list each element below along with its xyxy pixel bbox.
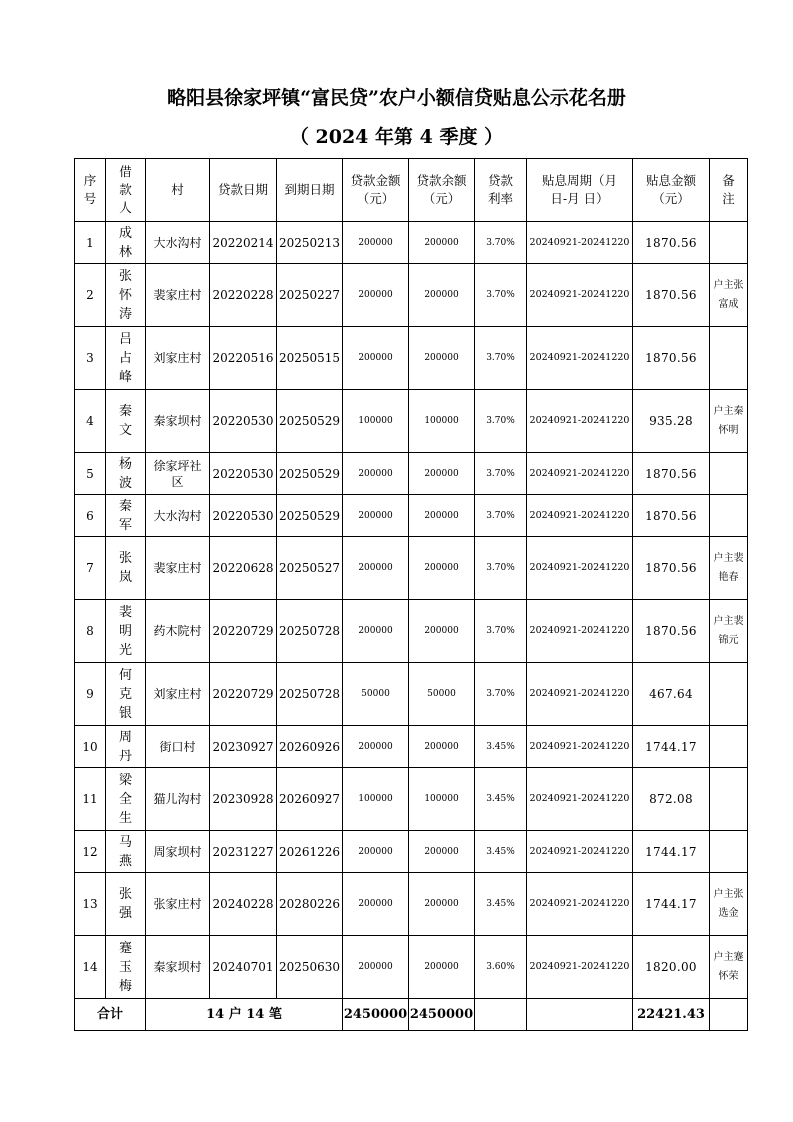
total-period-empty xyxy=(527,999,633,1031)
loan-date: 20220530 xyxy=(210,390,277,453)
row-no: 11 xyxy=(75,768,106,831)
loan-amount: 200000 xyxy=(343,453,409,495)
due-date: 20250529 xyxy=(277,453,343,495)
loan-amount: 200000 xyxy=(343,495,409,537)
row-no: 8 xyxy=(75,600,106,663)
interest-rate: 3.70% xyxy=(475,390,527,453)
subsidy-period: 20240921-20241220 xyxy=(527,831,633,873)
row-no: 12 xyxy=(75,831,106,873)
loan-balance: 200000 xyxy=(409,726,475,768)
borrower-name: 秦军 xyxy=(106,495,146,537)
table-row xyxy=(75,537,748,600)
interest-rate: 3.45% xyxy=(475,831,527,873)
loan-amount: 50000 xyxy=(343,663,409,726)
total-label: 合计 xyxy=(75,999,146,1031)
subsidy-amount: 1870.56 xyxy=(633,495,710,537)
total-households: 14 户 14 笔 xyxy=(146,999,343,1031)
subsidy-amount: 1870.56 xyxy=(633,600,710,663)
header-subsidy: 贴息金额（元） xyxy=(633,159,710,222)
subsidy-period: 20240921-20241220 xyxy=(527,222,633,264)
remark: 户主裴锦元 xyxy=(710,600,748,663)
total-balance: 2450000 xyxy=(409,999,475,1031)
remark xyxy=(710,768,748,831)
table-row xyxy=(75,600,748,663)
loan-amount: 200000 xyxy=(343,264,409,327)
subsidy-period: 20240921-20241220 xyxy=(527,453,633,495)
header-rate: 贷款利率 xyxy=(475,159,527,222)
loan-date: 20240701 xyxy=(210,936,277,999)
loan-date: 20240228 xyxy=(210,873,277,936)
loan-date: 20220729 xyxy=(210,663,277,726)
subsidy-amount: 1820.00 xyxy=(633,936,710,999)
subsidy-amount: 1870.56 xyxy=(633,537,710,600)
table-row xyxy=(75,831,748,873)
loan-date: 20220516 xyxy=(210,327,277,390)
loan-date: 20220214 xyxy=(210,222,277,264)
borrower-name: 周丹 xyxy=(106,726,146,768)
remark: 户主张选金 xyxy=(710,873,748,936)
subsidy-amount: 1870.56 xyxy=(633,453,710,495)
borrower-name: 裴明光 xyxy=(106,600,146,663)
borrower-name: 秦文 xyxy=(106,390,146,453)
loan-date: 20220530 xyxy=(210,495,277,537)
borrower-name: 吕占峰 xyxy=(106,327,146,390)
village: 秦家坝村 xyxy=(146,390,210,453)
interest-rate: 3.70% xyxy=(475,663,527,726)
due-date: 20250529 xyxy=(277,390,343,453)
row-no: 9 xyxy=(75,663,106,726)
due-date: 20250213 xyxy=(277,222,343,264)
loan-amount: 200000 xyxy=(343,873,409,936)
total-loan-amount: 2450000 xyxy=(343,999,409,1031)
loan-date: 20231227 xyxy=(210,831,277,873)
village: 刘家庄村 xyxy=(146,327,210,390)
loan-amount: 100000 xyxy=(343,768,409,831)
table-row xyxy=(75,390,748,453)
due-date: 20261226 xyxy=(277,831,343,873)
village: 大水沟村 xyxy=(146,495,210,537)
loan-balance: 200000 xyxy=(409,495,475,537)
interest-rate: 3.70% xyxy=(475,264,527,327)
header-due-date: 到期日期 xyxy=(277,159,343,222)
loan-date: 20220228 xyxy=(210,264,277,327)
due-date: 20250728 xyxy=(277,600,343,663)
remark xyxy=(710,453,748,495)
table-row xyxy=(75,726,748,768)
subsidy-amount: 1744.17 xyxy=(633,831,710,873)
subsidy-period: 20240921-20241220 xyxy=(527,390,633,453)
table-row xyxy=(75,264,748,327)
due-date: 20250728 xyxy=(277,663,343,726)
interest-rate: 3.70% xyxy=(475,495,527,537)
subsidy-period: 20240921-20241220 xyxy=(527,873,633,936)
borrower-name: 何克银 xyxy=(106,663,146,726)
table-row xyxy=(75,327,748,390)
subsidy-period: 20240921-20241220 xyxy=(527,327,633,390)
total-row xyxy=(75,999,748,1031)
due-date: 20250630 xyxy=(277,936,343,999)
borrower-name: 马燕 xyxy=(106,831,146,873)
subsidy-amount: 1744.17 xyxy=(633,726,710,768)
loan-amount: 200000 xyxy=(343,936,409,999)
table-row xyxy=(75,936,748,999)
subsidy-amount: 467.64 xyxy=(633,663,710,726)
loan-date: 20230927 xyxy=(210,726,277,768)
due-date: 20250227 xyxy=(277,264,343,327)
header-balance: 贷款余额（元） xyxy=(409,159,475,222)
village: 徐家坪社区 xyxy=(146,453,210,495)
village: 药木院村 xyxy=(146,600,210,663)
subsidy-amount: 1870.56 xyxy=(633,222,710,264)
row-no: 14 xyxy=(75,936,106,999)
subsidy-amount: 1744.17 xyxy=(633,873,710,936)
village: 街口村 xyxy=(146,726,210,768)
interest-rate: 3.70% xyxy=(475,222,527,264)
subsidy-amount: 1870.56 xyxy=(633,264,710,327)
total-rate-empty xyxy=(475,999,527,1031)
header-borrower: 借款人 xyxy=(106,159,146,222)
loan-balance: 200000 xyxy=(409,537,475,600)
village: 刘家庄村 xyxy=(146,663,210,726)
due-date: 20250529 xyxy=(277,495,343,537)
table-row xyxy=(75,768,748,831)
header-village: 村 xyxy=(146,159,210,222)
loan-amount: 200000 xyxy=(343,726,409,768)
borrower-name: 张怀涛 xyxy=(106,264,146,327)
table-row xyxy=(75,222,748,264)
subsidy-period: 20240921-20241220 xyxy=(527,495,633,537)
village: 猫儿沟村 xyxy=(146,768,210,831)
subsidy-period: 20240921-20241220 xyxy=(527,768,633,831)
row-no: 1 xyxy=(75,222,106,264)
total-remark-empty xyxy=(710,999,748,1031)
subsidy-amount: 872.08 xyxy=(633,768,710,831)
due-date: 20280226 xyxy=(277,873,343,936)
loan-amount: 100000 xyxy=(343,390,409,453)
loan-balance: 100000 xyxy=(409,390,475,453)
interest-rate: 3.70% xyxy=(475,537,527,600)
loan-date: 20220628 xyxy=(210,537,277,600)
borrower-name: 梁全生 xyxy=(106,768,146,831)
loan-balance: 200000 xyxy=(409,453,475,495)
remark xyxy=(710,495,748,537)
interest-rate: 3.70% xyxy=(475,327,527,390)
row-no: 13 xyxy=(75,873,106,936)
header-loan-date: 贷款日期 xyxy=(210,159,277,222)
header-remark: 备注 xyxy=(710,159,748,222)
village: 裴家庄村 xyxy=(146,264,210,327)
remark: 户主裴艳春 xyxy=(710,537,748,600)
remark xyxy=(710,327,748,390)
table-row xyxy=(75,453,748,495)
subsidy-period: 20240921-20241220 xyxy=(527,663,633,726)
loan-amount: 200000 xyxy=(343,600,409,663)
document-title: 略阳县徐家坪镇“富民贷”农户小额信贷贴息公示花名册 xyxy=(167,87,626,109)
row-no: 10 xyxy=(75,726,106,768)
total-subsidy: 22421.43 xyxy=(633,999,710,1031)
loan-balance: 200000 xyxy=(409,831,475,873)
subsidy-amount: 1870.56 xyxy=(633,327,710,390)
subsidy-period: 20240921-20241220 xyxy=(527,726,633,768)
row-no: 7 xyxy=(75,537,106,600)
interest-rate: 3.45% xyxy=(475,726,527,768)
borrower-name: 杨波 xyxy=(106,453,146,495)
interest-rate: 3.45% xyxy=(475,768,527,831)
loan-amount: 200000 xyxy=(343,327,409,390)
village: 张家庄村 xyxy=(146,873,210,936)
borrower-name: 张岚 xyxy=(106,537,146,600)
loan-date: 20220729 xyxy=(210,600,277,663)
loan-balance: 50000 xyxy=(409,663,475,726)
remark xyxy=(710,831,748,873)
header-loan-amount: 贷款金额（元） xyxy=(343,159,409,222)
loan-balance: 200000 xyxy=(409,600,475,663)
header-no: 序号 xyxy=(75,159,106,222)
borrower-name: 张强 xyxy=(106,873,146,936)
loan-balance: 200000 xyxy=(409,222,475,264)
loan-date: 20230928 xyxy=(210,768,277,831)
row-no: 2 xyxy=(75,264,106,327)
borrower-name: 蹇玉梅 xyxy=(106,936,146,999)
remark xyxy=(710,222,748,264)
remark xyxy=(710,726,748,768)
interest-rate: 3.70% xyxy=(475,453,527,495)
due-date: 20250515 xyxy=(277,327,343,390)
loan-date: 20220530 xyxy=(210,453,277,495)
table-row xyxy=(75,663,748,726)
due-date: 20260926 xyxy=(277,726,343,768)
remark xyxy=(710,663,748,726)
interest-rate: 3.70% xyxy=(475,600,527,663)
due-date: 20250527 xyxy=(277,537,343,600)
document-subtitle: （ 2024 年第 4 季度 ） xyxy=(289,126,504,148)
loan-balance: 200000 xyxy=(409,873,475,936)
table-row xyxy=(75,495,748,537)
subsidy-period: 20240921-20241220 xyxy=(527,936,633,999)
interest-rate: 3.45% xyxy=(475,873,527,936)
subsidy-period: 20240921-20241220 xyxy=(527,264,633,327)
loan-balance: 200000 xyxy=(409,327,475,390)
remark: 户主秦怀明 xyxy=(710,390,748,453)
loan-balance: 200000 xyxy=(409,936,475,999)
remark: 户主张富成 xyxy=(710,264,748,327)
village: 裴家庄村 xyxy=(146,537,210,600)
row-no: 4 xyxy=(75,390,106,453)
borrower-name: 成林 xyxy=(106,222,146,264)
loan-balance: 200000 xyxy=(409,264,475,327)
loan-amount: 200000 xyxy=(343,222,409,264)
header-period: 贴息周期（月 日-月 日） xyxy=(527,159,633,222)
table-header-row xyxy=(75,159,748,222)
village: 大水沟村 xyxy=(146,222,210,264)
table-row xyxy=(75,873,748,936)
remark: 户主蹇怀荣 xyxy=(710,936,748,999)
due-date: 20260927 xyxy=(277,768,343,831)
subsidy-period: 20240921-20241220 xyxy=(527,537,633,600)
subsidy-roster-table xyxy=(74,158,748,1031)
interest-rate: 3.60% xyxy=(475,936,527,999)
row-no: 3 xyxy=(75,327,106,390)
subsidy-amount: 935.28 xyxy=(633,390,710,453)
subsidy-period: 20240921-20241220 xyxy=(527,600,633,663)
loan-amount: 200000 xyxy=(343,537,409,600)
loan-amount: 200000 xyxy=(343,831,409,873)
village: 周家坝村 xyxy=(146,831,210,873)
row-no: 5 xyxy=(75,453,106,495)
village: 秦家坝村 xyxy=(146,936,210,999)
row-no: 6 xyxy=(75,495,106,537)
loan-balance: 100000 xyxy=(409,768,475,831)
